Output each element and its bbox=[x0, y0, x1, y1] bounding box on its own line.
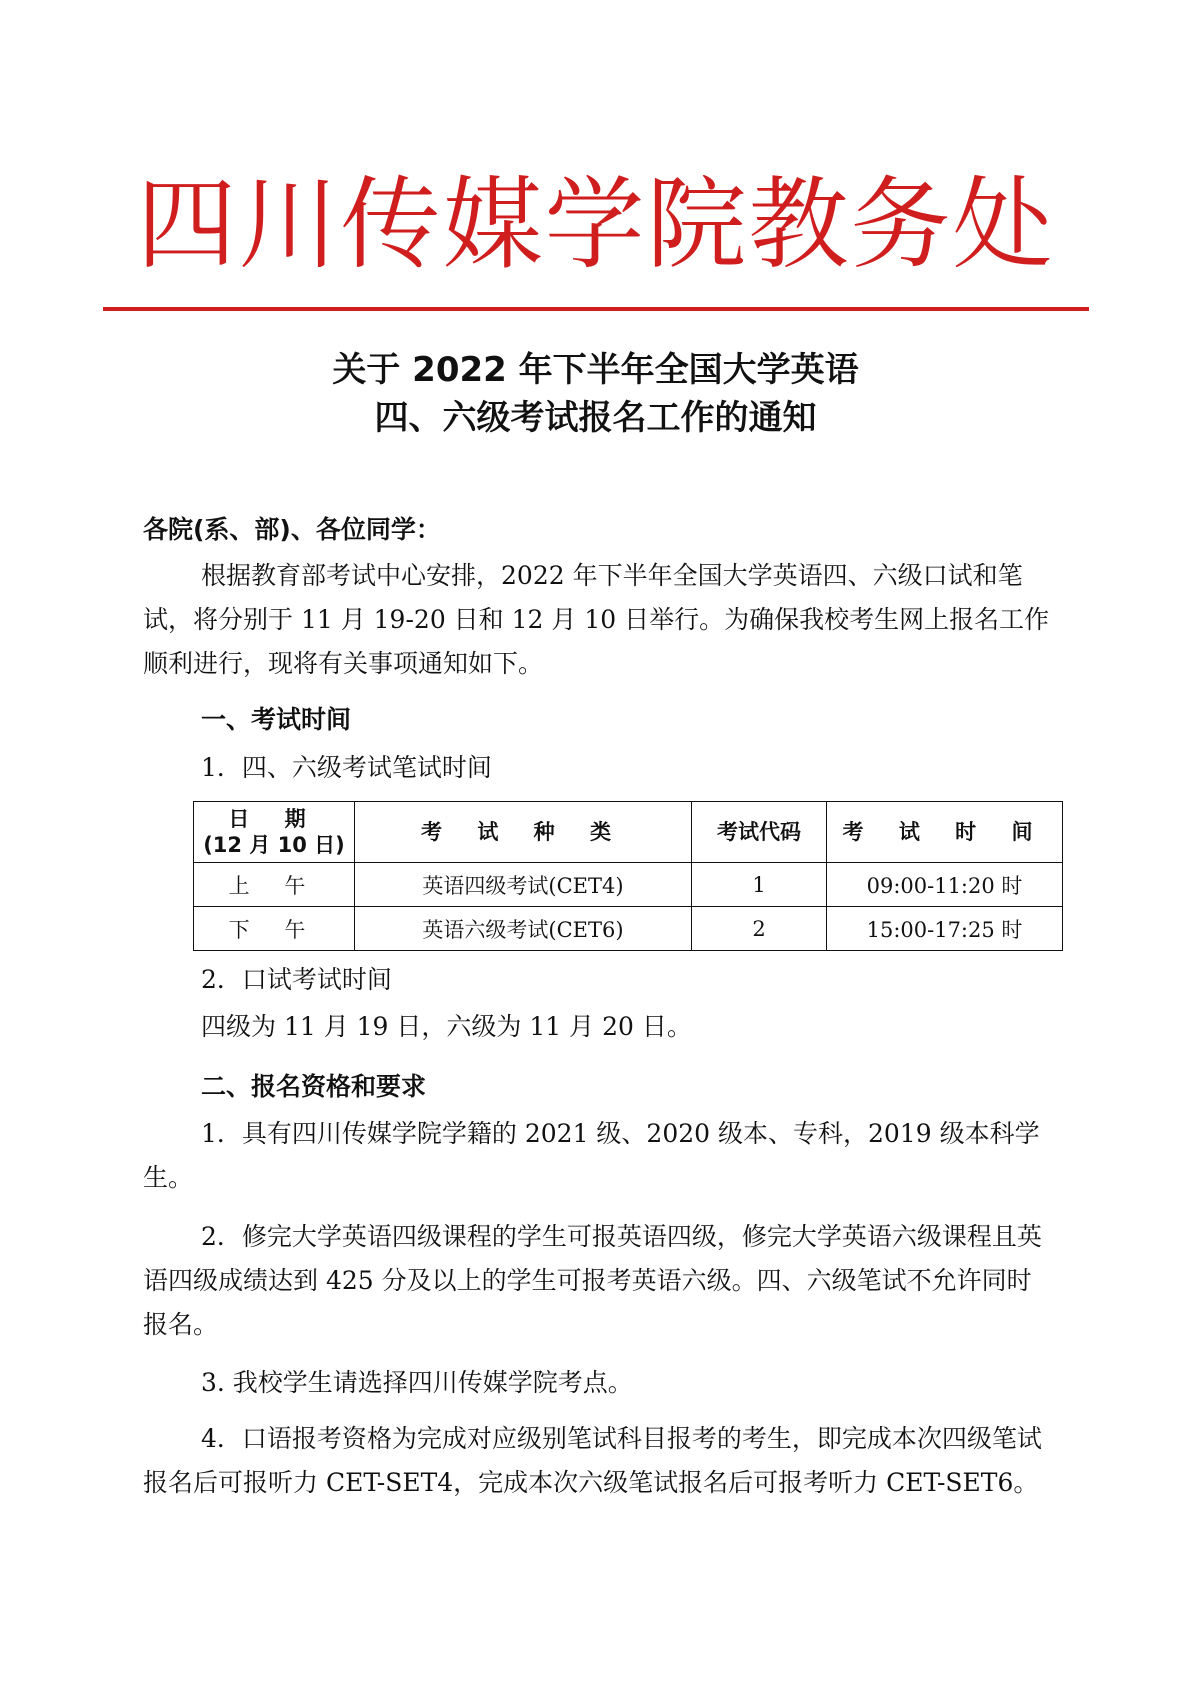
cell-type: 英语四级考试(CET4) bbox=[355, 863, 692, 907]
cell-date: 下 午 bbox=[194, 907, 355, 951]
table-row bbox=[194, 863, 1063, 907]
section1-item2: 2．口试考试时间 bbox=[201, 965, 392, 994]
section2-item1: 1．具有四川传媒学院学籍的 2021 级、2020 级本、专科，2019 级本科学生。 bbox=[143, 1119, 1040, 1192]
document-title-line2: 四、六级考试报名工作的通知 bbox=[374, 398, 817, 438]
header-time: 考 试 时 间 bbox=[827, 802, 1063, 863]
intro-paragraph: 根据教育部考试中心安排，2022 年下半年全国大学英语四、六级口试和笔试，将分别于 11 月 19-20 日和 12 月 10 日举行。为确保我校考生网上报名工作顺利进行，现将有关事项通知如下。 bbox=[143, 561, 1050, 678]
section1-item2-text: 四级为 11 月 19 日，六级为 11 月 20 日。 bbox=[201, 1012, 692, 1041]
section2-item2: 2．修完大学英语四级课程的学生可报英语四级，修完大学英语六级课程且英语四级成绩达到 425 分及以上的学生可报考英语六级。四、六级笔试不允许同时报名。 bbox=[143, 1222, 1042, 1339]
cell-time: 15:00-17:25 时 bbox=[827, 907, 1063, 951]
section2-heading: 二、报名资格和要求 bbox=[201, 1072, 427, 1101]
header-code: 考试代码 bbox=[692, 802, 827, 863]
document-title-line1: 关于 2022 年下半年全国大学英语 bbox=[332, 350, 859, 390]
section2-item4: 4．口语报考资格为完成对应级别笔试科目报考的考生，即完成本次四级笔试报名后可报听力 CET-SET4，完成本次六级笔试报名后可报考听力 CET-SET6。 bbox=[143, 1424, 1042, 1497]
section2-item3: 3. 我校学生请选择四川传媒学院考点。 bbox=[201, 1368, 633, 1397]
header-date bbox=[194, 802, 355, 863]
table-header-row bbox=[194, 802, 1063, 863]
header-date-line2: (12 月 10 日) bbox=[203, 833, 345, 857]
issuer-header: 四川传媒学院教务处 bbox=[136, 166, 1055, 283]
table-row bbox=[194, 907, 1063, 951]
header-type: 考 试 种 类 bbox=[355, 802, 692, 863]
cell-code: 1 bbox=[692, 863, 827, 907]
header-date-line1: 日 期 bbox=[228, 807, 320, 831]
cell-time: 09:00-11:20 时 bbox=[827, 863, 1063, 907]
section1-item1: 1．四、六级考试笔试时间 bbox=[201, 753, 492, 782]
exam-schedule-table bbox=[193, 801, 1063, 951]
header-divider bbox=[103, 307, 1089, 311]
section1-heading: 一、考试时间 bbox=[201, 705, 352, 734]
cell-code: 2 bbox=[692, 907, 827, 951]
salutation: 各院(系、部)、各位同学： bbox=[143, 515, 441, 544]
cell-type: 英语六级考试(CET6) bbox=[355, 907, 692, 951]
cell-date: 上 午 bbox=[194, 863, 355, 907]
